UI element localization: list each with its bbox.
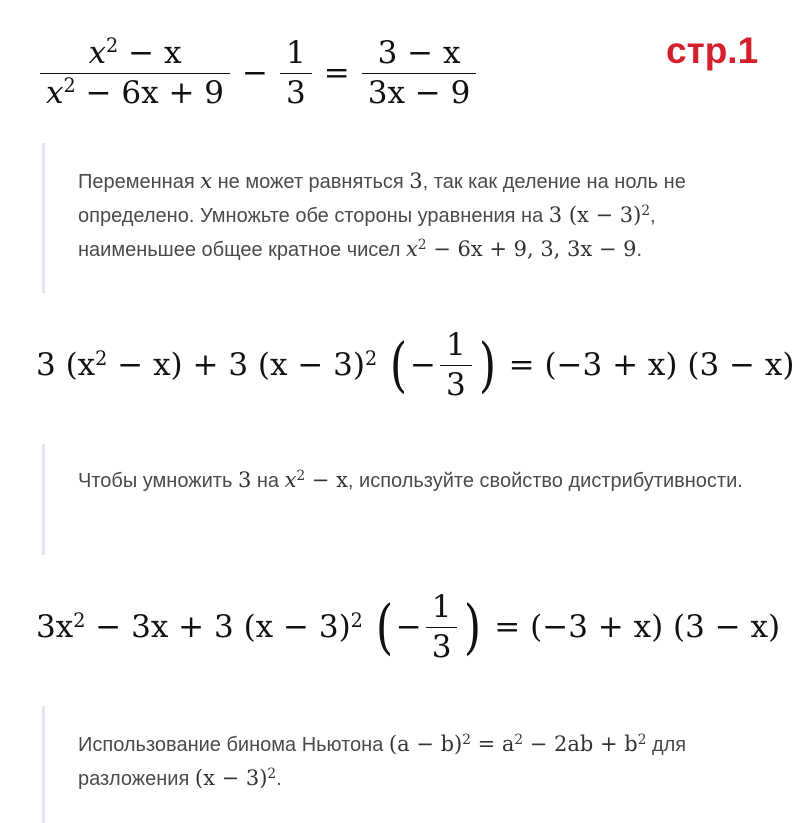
explanation-step-2: Чтобы умножить 3 на $x^2 - x$, используйте свойство дистрибутивности. (42, 444, 762, 555)
equation-2: 3 $(x^2 - x) + 3$ $(x - 3)^2$ (− $\frac{1}{3}$ ) = (−3 + x) (3 − x) (36, 327, 795, 403)
explanation-step-3: Использование бинома Ньютона $(a - b)^2 = a^2 - 2ab + b^2$ для разложения $(x - 3)^2$. (42, 706, 762, 823)
equation-3-fraction: $\frac{1}{3}$ (426, 590, 458, 664)
equation-1-rhs-fraction: $\frac{3 - x}{3x - 9}$ (362, 36, 477, 110)
equation-2-fraction: $\frac{1}{3}$ (440, 328, 472, 402)
equation-1-third-fraction: $\frac{1}{3}$ (280, 36, 312, 110)
page-label: стр.1 (666, 30, 759, 71)
equation-3: $3x^2 - 3x + 3$ $(x - 3)^2$ (− $\frac{1}{3}$ ) = (−3 + x) (3 − x) (36, 589, 781, 665)
equation-1: $\frac{x^2 - x}{x^2 - 6x + 9}$ − $\frac{1}{3}$ = $\frac{3 - x}{3x - 9}$ (36, 36, 480, 110)
equation-1-lhs-fraction: $\frac{x^2 - x}{x^2 - 6x + 9}$ (40, 36, 230, 110)
explanation-step-1: Переменная x не может равняться 3, так как деление на ноль не определено. Умножьте обе стороны уравнения на 3 $(x - 3)^2$, наименьшее общее кратное чисел $x^2 - 6x + 9$, 3, 3x − 9. (42, 143, 762, 293)
